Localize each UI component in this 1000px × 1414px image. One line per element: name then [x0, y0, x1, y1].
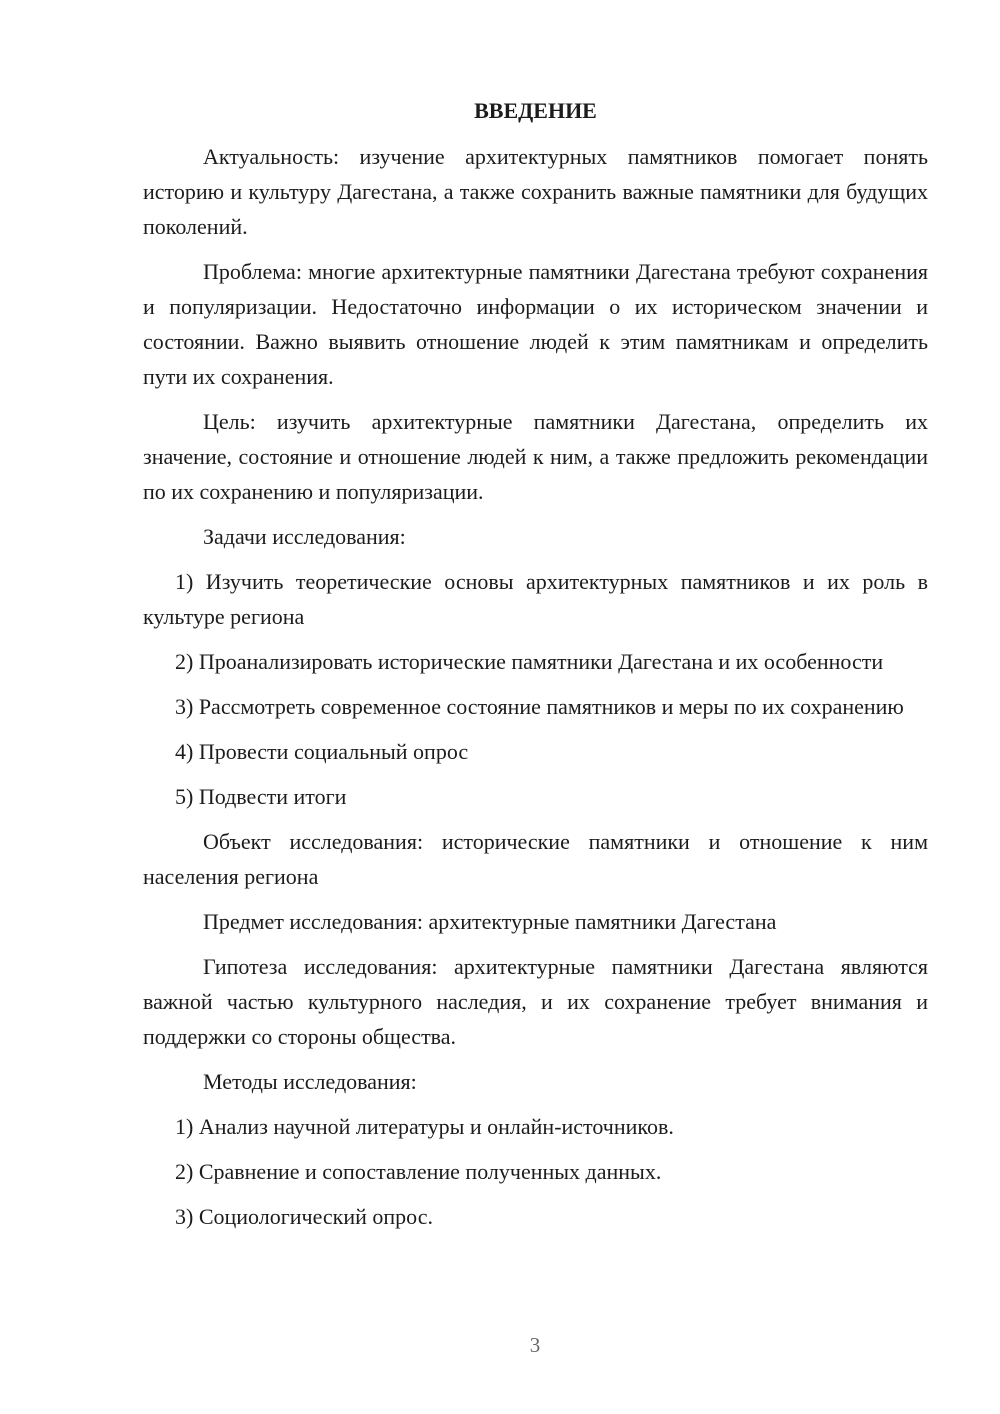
document-page [143, 96, 928, 1244]
object-paragraph: Объект исследования: исторические памятники и отношение к ним населения региона [143, 829, 928, 889]
task-item: 2) Проанализировать исторические памятники Дагестана и их особенности [175, 649, 884, 674]
section-title: ВВЕДЕНИЕ [474, 98, 597, 123]
methods-heading: Методы исследования: [203, 1069, 417, 1094]
method-item: 3) Социологический опрос. [175, 1204, 433, 1229]
tasks-heading: Задачи исследования: [203, 524, 406, 549]
page-number: 3 [529, 1333, 541, 1357]
task-item: 5) Подвести итоги [175, 784, 347, 809]
method-item: 1) Анализ научной литературы и онлайн-источников. [175, 1114, 674, 1139]
method-item: 2) Сравнение и сопоставление полученных данных. [175, 1159, 662, 1184]
problem-paragraph: Проблема: многие архитектурные памятники Дагестана требуют сохранения и популяризации. Недостаточно информации о их историческом значении и состоянии. Важно выявить отношение людей к этим памятникам и определить пути их сохранения. [143, 259, 928, 389]
task-item: 1) Изучить теоретические основы архитектурных памятников и их роль в культуре региона [143, 569, 928, 629]
task-item: 3) Рассмотреть современное состояние памятников и меры по их сохранению [175, 694, 904, 719]
relevance-paragraph: Актуальность: изучение архитектурных памятников помогает понять историю и культуру Дагестана, а также сохранить важные памятники для будущих поколений. [143, 144, 928, 239]
goal-paragraph: Цель: изучить архитектурные памятники Дагестана, определить их значение, состояние и отношение людей к ним, а также предложить рекомендации по их сохранению и популяризации. [143, 409, 928, 504]
hypothesis-paragraph: Гипотеза исследования: архитектурные памятники Дагестана являются важной частью культурного наследия, и их сохранение требует внимания и поддержки со стороны общества. [143, 954, 928, 1049]
task-item: 4) Провести социальный опрос [175, 739, 469, 764]
subject-paragraph: Предмет исследования: архитектурные памятники Дагестана [203, 909, 777, 934]
